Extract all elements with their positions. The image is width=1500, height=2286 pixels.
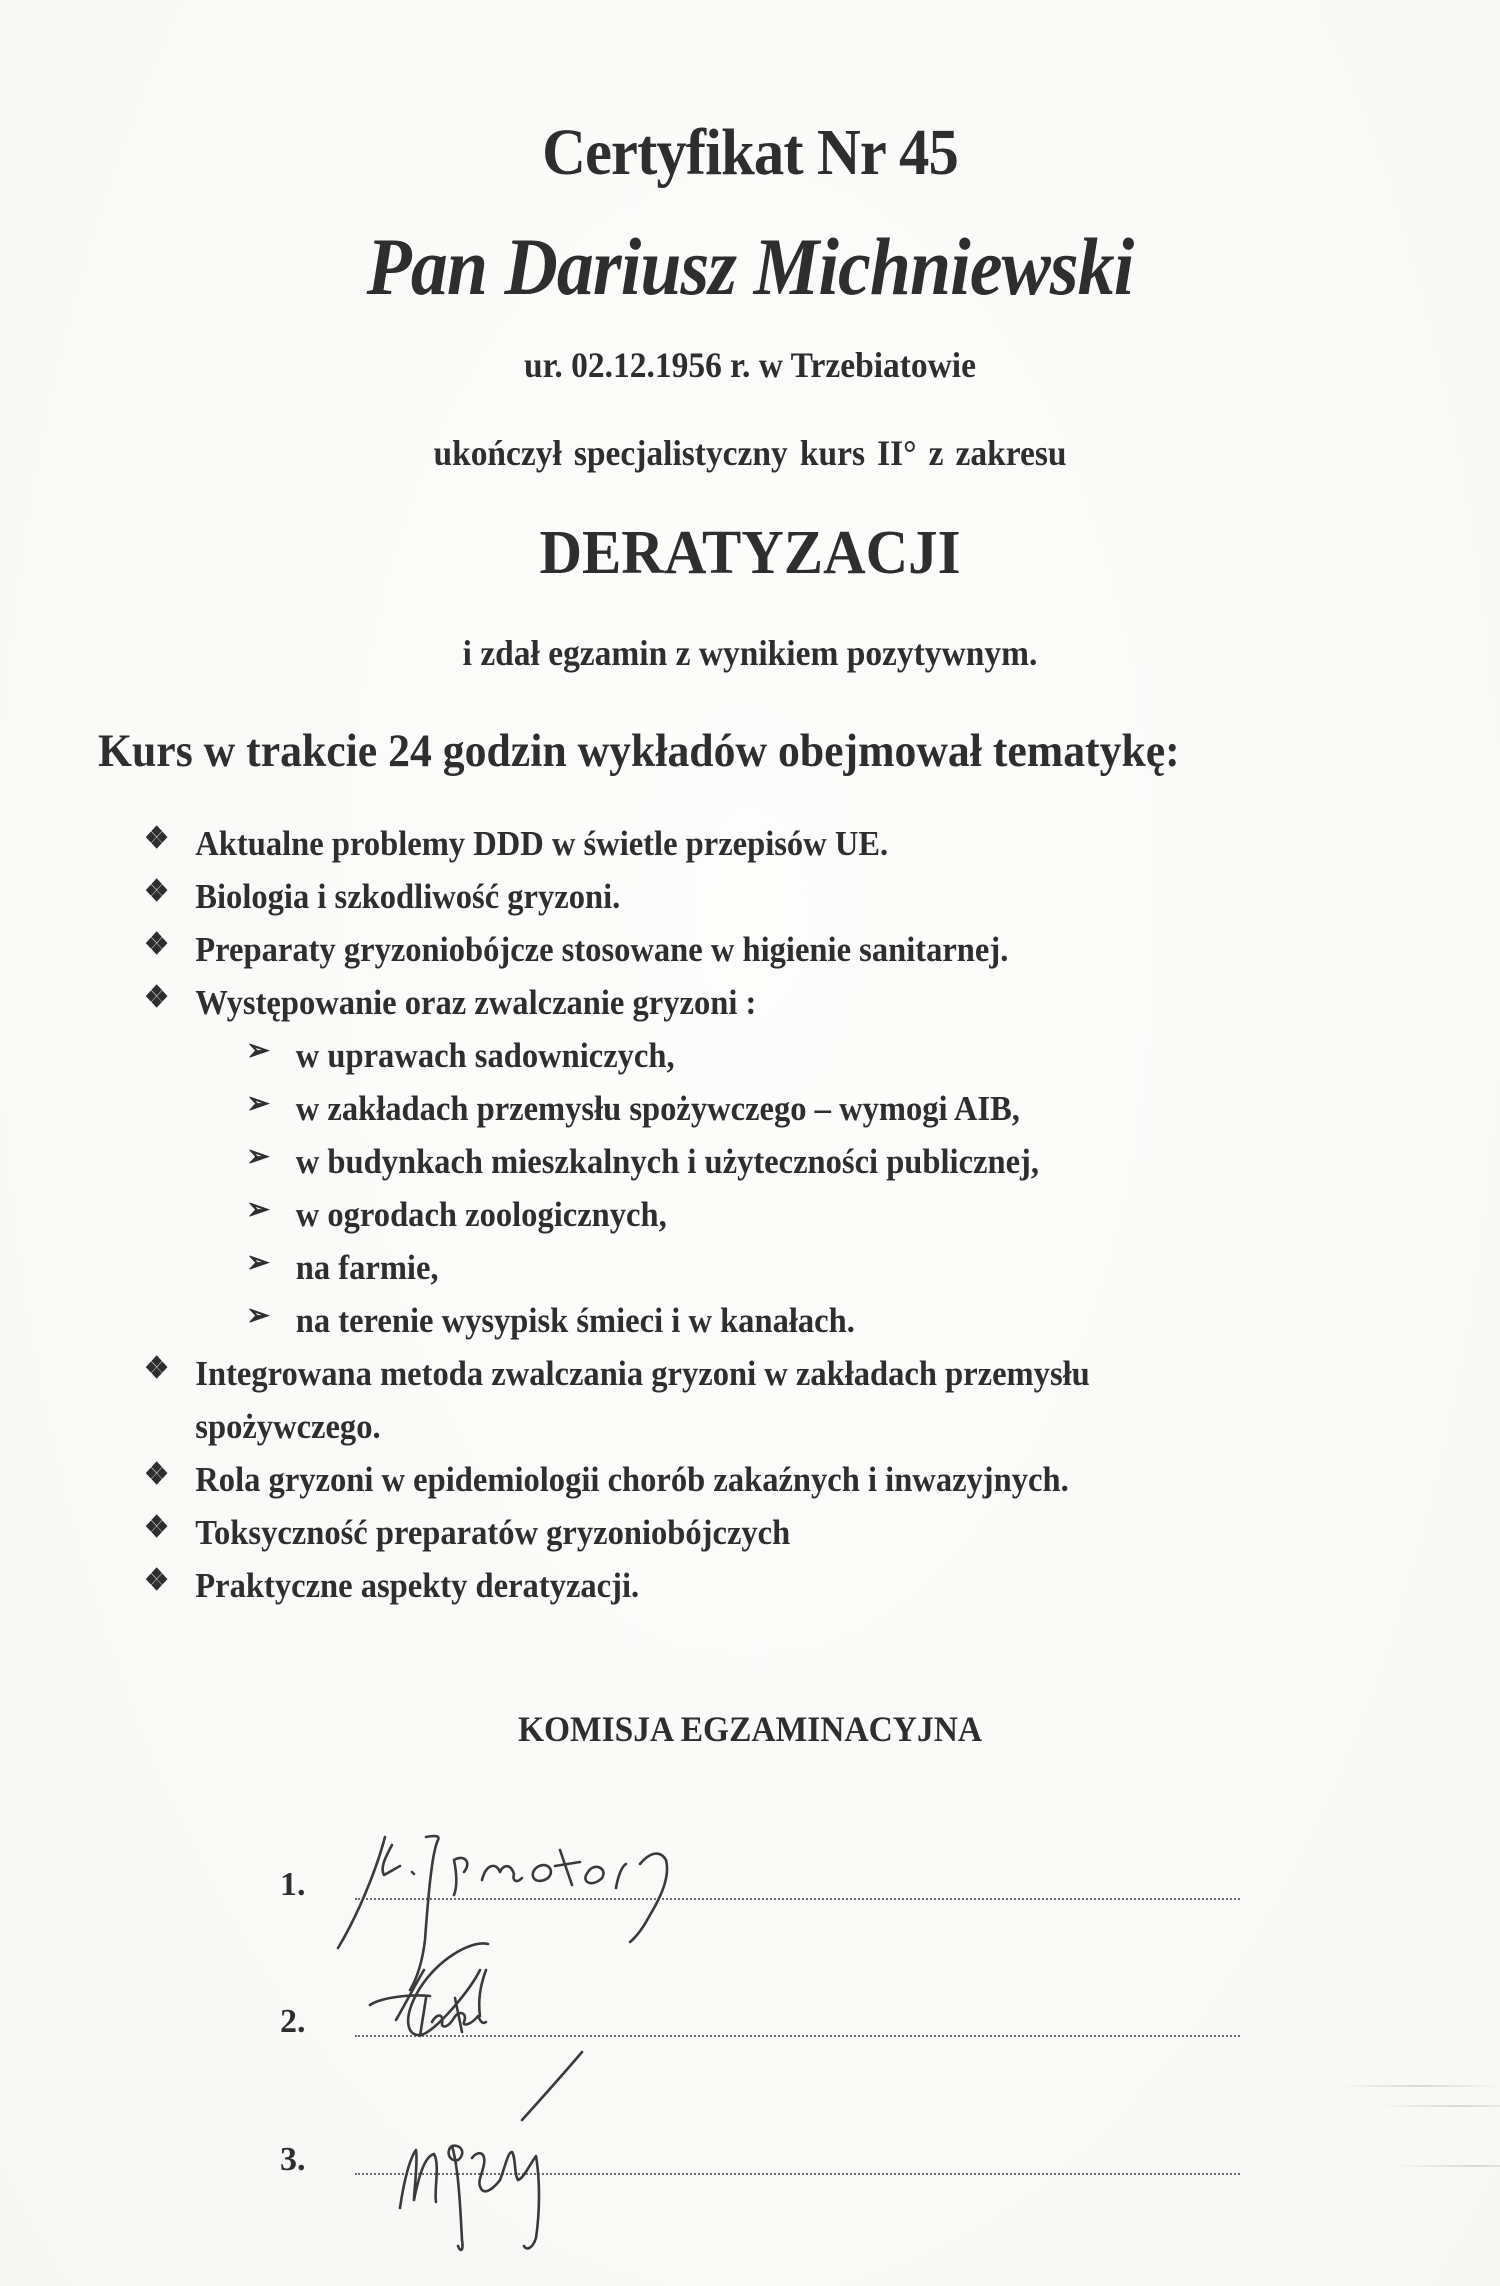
course-intro: Kurs w trakcie 24 godzin wykładów obejmował tematykę: xyxy=(98,725,1180,777)
certificate-title: Certyfikat Nr 45 xyxy=(542,116,958,189)
diamond-bullet-icon: ❖ xyxy=(144,981,170,1014)
signature-3 xyxy=(390,2040,640,2280)
completion-statement: ukończył specjalistyczny kurs II° z zakresu xyxy=(433,433,1067,473)
diamond-bullet-icon: ❖ xyxy=(144,1511,170,1544)
arrow-bullet-icon: ➢ xyxy=(246,1299,270,1332)
signature-number: 3. xyxy=(280,2141,306,2178)
arrow-bullet-icon: ➢ xyxy=(246,1034,270,1067)
embossed-stamp-mark xyxy=(1340,2085,1500,2087)
signature-number: 1. xyxy=(280,1866,306,1903)
exam-result: i zdał egzamin z wynikiem pozytywnym. xyxy=(462,633,1038,673)
diamond-bullet-icon: ❖ xyxy=(144,1564,170,1597)
recipient-name: Pan Dariusz Michniewski xyxy=(366,221,1134,312)
diamond-bullet-icon: ❖ xyxy=(144,875,170,908)
diamond-bullet-icon: ❖ xyxy=(144,1458,170,1491)
arrow-bullet-icon: ➢ xyxy=(246,1087,270,1120)
signature-number: 2. xyxy=(280,2003,306,2040)
course-subject: DERATYZACJI xyxy=(539,519,961,587)
arrow-bullet-icon: ➢ xyxy=(246,1246,270,1279)
arrow-bullet-icon: ➢ xyxy=(246,1140,270,1173)
arrow-bullet-icon: ➢ xyxy=(246,1193,270,1226)
diamond-bullet-icon: ❖ xyxy=(144,822,170,855)
embossed-stamp-mark xyxy=(1395,2165,1500,2167)
diamond-bullet-icon: ❖ xyxy=(144,1352,170,1385)
embossed-stamp-mark xyxy=(1380,2105,1500,2107)
commission-heading: KOMISJA EGZAMINACYJNA xyxy=(517,1709,983,1749)
birth-info: ur. 02.12.1956 r. w Trzebiatowie xyxy=(524,345,976,385)
diamond-bullet-icon: ❖ xyxy=(144,928,170,961)
